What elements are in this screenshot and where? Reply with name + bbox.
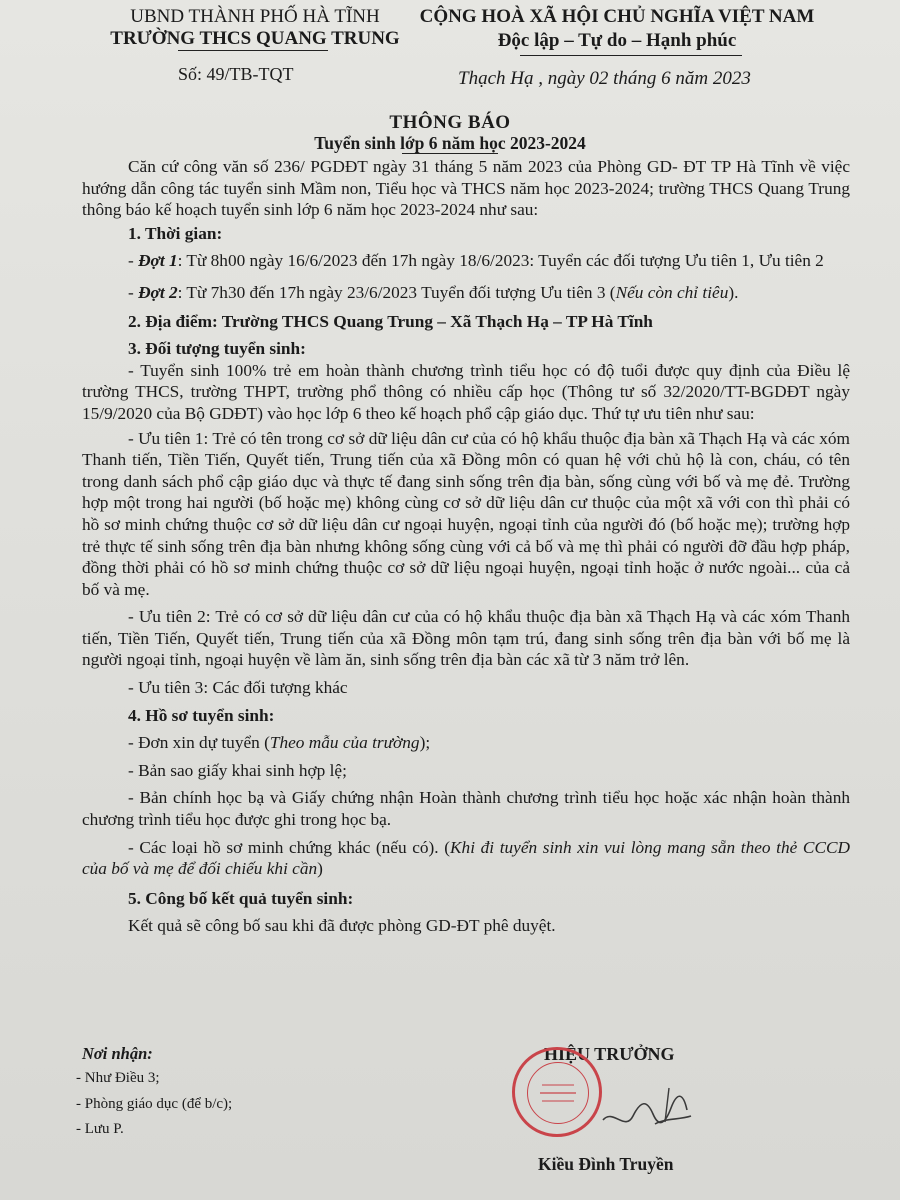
docs-item-1-end: ); [419,733,431,753]
docs-item-1-note: Theo mẫu của trường [269,733,420,753]
intro-paragraph: Căn cứ công văn số 236/ PGDĐT ngày 31 tháng 5 năm 2023 của Phòng GD- ĐT TP Hà Tĩnh về việc hướng dẫn công tác tuyển sinh Mầm non, Tiểu học và THCS năm học 2023-2024; trường THCS Quang Trung thông báo kế hoạch tuyển sinh lớp 6 năm học 2023-2024 như sau: [82,157,850,220]
recipient-item: - Lưu P. [76,1121,124,1137]
signer-name: Kiều Đình Truyền [538,1154,674,1174]
priority-3: - Ưu tiên 3: Các đối tượng khác [128,678,348,698]
recipients-title: Nơi nhận: [82,1044,153,1063]
round-1-item: - Đợt 1: Từ 8h00 ngày 16/6/2023 đến 17h ngày 18/6/2023: Tuyển các đối tượng Ưu tiên 1, Ưu tiên 2 [128,251,824,271]
recipient-item: - Phòng giáo dục (để b/c); [76,1096,233,1112]
issue-date: Thạch Hạ , ngày 02 tháng 6 năm 2023 [458,68,751,89]
recipient-item: - Như Điều 3; [76,1070,160,1086]
notice-subtitle: Tuyển sinh lớp 6 năm học 2023-2024 [314,133,586,153]
issuer-underline [178,50,328,51]
section-3-title: 3. Đối tượng tuyển sinh: [128,339,306,359]
docs-item-1-text: - Đơn xin dự tuyển ( [128,733,270,753]
issuer-block [100,6,410,50]
round-2-end: ). [728,282,739,302]
section-4-title: 4. Hồ sơ tuyển sinh: [128,705,275,725]
motto-underline [520,55,742,56]
issuer-school: TRƯỜNG THCS QUANG TRUNG [110,28,400,49]
round-2-label: Đợt 2 [138,282,178,302]
section-5-title: 5. Công bố kết quả tuyển sinh: [128,888,354,908]
notice-title: THÔNG BÁO [389,112,511,133]
national-title: CỘNG HOÀ XÃ HỘI CHỦ NGHĨA VIỆT NAM [419,6,815,27]
round-2-text: : Từ 7h30 đến 17h ngày 23/6/2023 Tuyển đối tượng Ưu tiên 3 ( [177,282,616,302]
section-5-text: Kết quả sẽ công bố sau khi đã được phòng GD-ĐT phê duyệt. [128,916,556,936]
round-2-item: - Đợt 2: Từ 7h30 đến 17h ngày 23/6/2023 Tuyển đối tượng Ưu tiên 3 (Nếu còn chỉ tiêu). [128,282,739,302]
issuer-authority: UBND THÀNH PHỐ HÀ TĨNH [130,6,380,27]
signature-mark [595,1080,705,1140]
notice-body [82,156,850,937]
national-motto: Độc lập – Tự do – Hạnh phúc [497,30,737,51]
docs-item-4-end: ) [317,859,323,879]
round-1-label: Đợt 1 [138,251,178,271]
section-2-location: 2. Địa điểm: Trường THCS Quang Trung – Xã Thạch Hạ – TP Hà Tĩnh [128,311,653,331]
priority-1: - Ưu tiên 1: Trẻ có tên trong cơ sở dữ liệu dân cư của có hộ khẩu thuộc địa bàn xã Thạch Hạ và các xóm Thanh tiến, Tiền Tiến, Quyết tiến, Trung tiến của xã Đồng môn có quan hệ với chủ hộ là con, cháu, có tên trong danh sách phổ cập giáo dục và thực tế đang sinh sống trên địa bàn, sống cùng với bố và mẹ đẻ. Trường hợp một trong hai người (bố hoặc mẹ) không cùng cơ sở dữ liệu dân cư thuộc của một xã với con thì phải có hồ sơ minh chứng thuộc cơ sở dữ liệu dân cư ngoại huyện, ngoại tỉnh của người đó (bố hoặc mẹ); trường hợp trẻ thực tế sinh sống trên địa bàn nhưng không sống cùng với cả bố và mẹ thì phải có người đỡ đầu hợp pháp, đồng thời phải có hồ sơ minh chứng thuộc cơ sở dữ liệu ngoại huyện, ngoại tỉnh hoặc ở nước ngoài... của cả bố và mẹ. [82,428,850,599]
document-number: Số: 49/TB-TQT [178,64,294,84]
round-2-note: Nếu còn chỉ tiêu [615,282,729,302]
signer-title: HIỆU TRƯỞNG [544,1044,675,1064]
section-3-general: - Tuyển sinh 100% trẻ em hoàn thành chương trình tiểu học có độ tuổi được quy định của Điều lệ trường THCS, trường THPT, trường phổ thông có nhiều cấp học (Thông tư số 32/2020/TT-BGDĐT ngày 15/9/2020 của Bộ GDĐT) vào học lớp 6 theo kế hoạch phổ cập giáo dục. Thứ tự ưu tiên như sau: [82,360,850,423]
round-1-text: : Từ 8h00 ngày 16/6/2023 đến 17h ngày 18/6/2023: Tuyển các đối tượng Ưu tiên 1, Ưu tiên 2 [177,251,824,271]
school-seal-stamp [512,1047,602,1137]
docs-item-4 [82,837,850,880]
section-1-title: 1. Thời gian: [128,223,223,243]
docs-item-1 [82,732,850,754]
docs-item-4-note: Khi đi tuyển sinh xin vui lòng mang sẵn theo thẻ CCCD của bố và mẹ để đối chiếu khi cần [82,837,850,879]
docs-item-3: - Bản chính học bạ và Giấy chứng nhận Hoàn thành chương trình tiểu học hoặc xác nhận hoàn thành chương trình tiểu học được ghi trong học bạ. [82,788,850,830]
docs-item-2: - Bản sao giấy khai sinh hợp lệ; [128,760,347,780]
docs-item-4-text: - Các loại hồ sơ minh chứng khác (nếu có). ( [128,837,451,857]
subtitle-underline [402,153,498,154]
priority-2: - Ưu tiên 2: Trẻ có cơ sở dữ liệu dân cư của có hộ khẩu thuộc địa bàn xã Thạch Hạ và các xóm Thanh tiến, Tiền Tiến, Quyết tiến, Trung tiến của xã Đồng môn tạm trú, đang sinh sống trên địa bàn với bố mẹ là người ngoại tỉnh, ngoại huyện về làm ăn, sinh sống trên địa bàn các xã từ 3 năm trở lên. [82,607,850,670]
